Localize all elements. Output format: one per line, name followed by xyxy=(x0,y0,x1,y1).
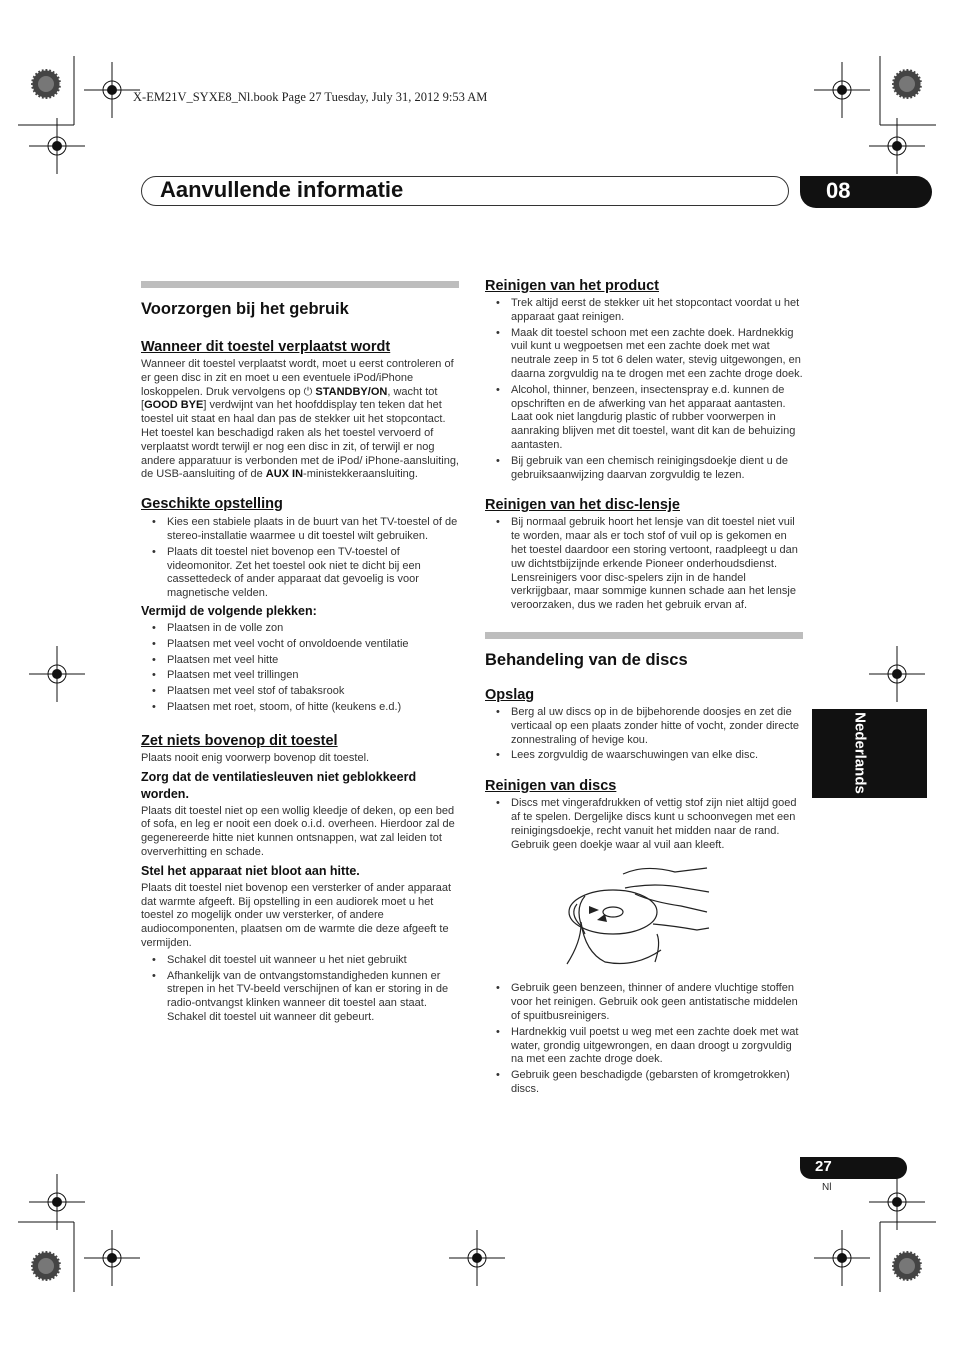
language-label: Nederlands xyxy=(851,712,869,794)
right-column xyxy=(485,277,803,1099)
list-item: • Gebruik geen benzeen, thinner of andere vluchtige stoffen voor het reinigen. Gebruik ook geen antistatische middelen of spuitbusreinigers. xyxy=(485,982,803,1023)
subheading-lens-cleaning: Reinigen van het disc-lensje xyxy=(485,497,680,514)
subheading-cleaning-product: Reinigen van het product xyxy=(485,278,660,294)
list-item: • Plaatsen met roet, stoom, of hitte (keukens e.d.) xyxy=(141,701,459,715)
list-item: • Plaats dit toestel niet bovenop een TV-toestel of videomonitor. Zet het toestel ook niet te dicht bij een cassettedeck of ander apparaat dat gevoelig is voor magnetische velden. xyxy=(141,546,459,601)
avoid-heading: Vermijd de volgende plekken: xyxy=(141,603,317,618)
list-item: • Schakel dit toestel uit wanneer u het niet gebruikt xyxy=(141,954,459,968)
section-bar xyxy=(485,632,803,639)
list-item: • Berg al uw discs op in de bijbehorende doosjes en zet die verticaal op een plaats zonder hitte of vocht, zonder directe zonnestraling of hevige kou. xyxy=(485,706,803,747)
file-info: X-EM21V_SYXE8_Nl.book Page 27 Tuesday, July 31, 2012 9:53 AM xyxy=(133,90,488,104)
power-icon: ⏻ xyxy=(303,385,316,398)
list-item: • Bij gebruik van een chemisch reinigingsdoekje dient u de gebruiksaanwijzing daarvan zorgvuldig te lezen. xyxy=(485,455,803,483)
cleaning-product-list xyxy=(485,297,803,482)
list-item: • Trek altijd eerst de stekker uit het stopcontact voordat u het apparaat gaat reinigen. xyxy=(485,297,803,325)
placement-list xyxy=(141,516,459,601)
subheading-storage: Opslag xyxy=(485,686,535,703)
list-item: • Maak dit toestel schoon met een zachte doek. Hardnekkig vuil kunt u wegpoetsen met een zachte doek met wat neutrale zeep in 5 tot 6 delen water, stevig uitgewongen, en daarna zorgvuldig na te drogen met een zachte droge doek. xyxy=(485,327,803,382)
disc-cleaning-illustration xyxy=(485,854,803,972)
heat-heading: Stel het apparaat niet bloot aan hitte. xyxy=(141,863,360,878)
list-item: • Alcohol, thinner, benzeen, insectenspray e.d. kunnen de opschriften en de afwerking van het apparaat aantasten. Laat ook niet langdurig plastic of rubber voorwerpen in aanraking blijven met dit toestel, want dit kan de behuizing aantasten. xyxy=(485,384,803,453)
list-item: • Plaatsen met veel hitte xyxy=(141,654,459,668)
list-item: • Bij normaal gebruik hoort het lensje van dit toestel niet vuil te worden, maar als er toch stof of vuil op is gekomen en het toestel daardoor een storing vertoont, raadpleegt u dan uw dichtstbijzijnde erkende Pioneer onderhoudsdienst. Lensreinigers voor disc-spelers zijn in de handel verkrijgbaar, maar sommige kunnen schade aan het lensje veroorzaken, dus we raden het gebruik ervan af. xyxy=(485,516,803,613)
heat-paragraph: Plaats dit toestel niet bovenop een versterker of ander apparaat dat warmte afgeeft. Bij opstelling in een audiorek moet u het toestel zo mogelijk onder uw versterker, of andere audiocomponenten, plaatsen om de warmte die deze afgeeft te vermijden. xyxy=(141,881,452,949)
section-bar xyxy=(141,281,459,288)
subheading-cleaning-discs: Reinigen van discs xyxy=(485,778,617,795)
list-item: • Afhankelijk van de ontvangstomstandigheden kunnen er strepen in het TV-beeld verschijnen of kan er storing in de radio-ontvangst klinken wanneer dit toestel aan staat. Schakel dit toestel uit wanneer dit gebeurt. xyxy=(141,970,459,1025)
page-language-code: Nl xyxy=(822,1182,832,1193)
list-item: • Discs met vingerafdrukken of vettig stof zijn niet altijd goed af te spelen. Dergelijke discs kunt u schoonvegen met een reinigingsdoekje, recht vanuit het midden naar de rand. Gebruik geen doekje waar al vuil aan kleeft. xyxy=(485,797,803,852)
page-number-badge xyxy=(800,1157,907,1179)
list-item: • Gebruik geen beschadigde (gebarsten of kromgetrokken) discs. xyxy=(485,1069,803,1097)
chapter-number: 08 xyxy=(826,178,851,203)
list-item: • Plaatsen met veel vocht of onvoldoende ventilatie xyxy=(141,638,459,652)
nothing-on-top-intro: Plaats nooit enig voorwerp bovenop dit toestel. xyxy=(141,751,370,764)
list-item: • Lees zorgvuldig de waarschuwingen van elke disc. xyxy=(485,749,803,763)
chapter-title: Aanvullende informatie xyxy=(160,177,404,202)
power-list xyxy=(141,954,459,1025)
list-item: • Plaatsen met veel trillingen xyxy=(141,669,459,683)
language-side-tab xyxy=(812,709,927,798)
ventilation-paragraph: Plaats dit toestel niet op een wollig kleedje of deken, op een bed of sofa, en leg er nooit een doek o.i.d. overheen. Hierdoor zal de gegenereerde hitte niet kunnen ontsnappen, wat zal leiden tot oververhitting en schade. xyxy=(141,804,455,858)
chapter-number-badge xyxy=(800,176,932,208)
list-item: • Plaatsen in de volle zon xyxy=(141,622,459,636)
lens-cleaning-list xyxy=(485,516,803,613)
list-item: • Plaatsen met veel stof of tabaksrook xyxy=(141,685,459,699)
subheading-nothing-on-top: Zet niets bovenop dit toestel xyxy=(141,732,338,749)
cleaning-discs-list xyxy=(485,797,803,852)
ventilation-heading: Zorg dat de ventilatiesleuven niet geblokkeerd worden. xyxy=(141,769,417,801)
list-item: • Hardnekkig vuil poetst u weg met een zachte doek met wat water, grondig uitgewrongen, en daan droogt u zorgvuldig na met een zachte droge doek. xyxy=(485,1026,803,1067)
subheading-placement: Geschikte opstelling xyxy=(141,496,283,513)
section-heading-precautions: Voorzorgen bij het gebruik xyxy=(141,300,349,318)
left-column xyxy=(141,281,459,1027)
section-heading-discs: Behandeling van de discs xyxy=(485,650,688,669)
list-item: • Kies een stabiele plaats in de buurt van het TV-toestel of de stereo-installatie waarmee u dit toestel wilt gebruiken. xyxy=(141,516,459,544)
subheading-moving: Wanneer dit toestel verplaatst wordt xyxy=(141,339,391,355)
storage-list xyxy=(485,706,803,763)
moving-paragraph: Wanneer dit toestel verplaatst wordt, moet u eerst controleren of er geen disc in zit en moet u een eventuele iPod/iPhone loskoppelen. Druk vervolgens op ⏻ STANDBY/ON, wacht tot [GOOD BYE] verdwijnt van het hoofddisplay ten teken dat het toestel uit staat en haal dan pas de stekker uit het stopcontact. Het toestel kan beschadigd raken als het toestel vervoerd of verplaatst wordt terwijl er nog een disc in zit, of terwijl er nog andere apparatuur is verbonden met de iPod/ iPhone-aansluiting, de USB-aansluiting of de AUX IN-ministekkeraansluiting. xyxy=(141,358,459,481)
page-number: 27 xyxy=(815,1158,832,1175)
cleaning-discs-list-2 xyxy=(485,982,803,1096)
avoid-list xyxy=(141,622,459,715)
